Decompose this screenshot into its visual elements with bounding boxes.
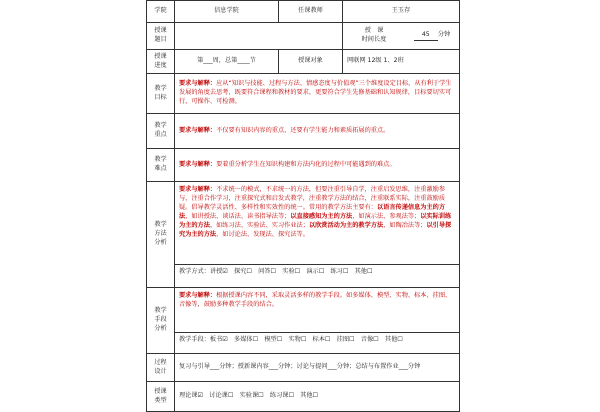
difficulty-heading: 要求与解释： xyxy=(179,160,217,168)
hours-value-wrap xyxy=(405,31,459,41)
row-key xyxy=(147,114,460,149)
goal-heading: 要求与解释： xyxy=(179,80,217,88)
row-means xyxy=(147,288,460,354)
goal-label: 教学 目标 xyxy=(147,74,175,114)
row-goal xyxy=(147,74,460,114)
college-value: 信息学院 xyxy=(175,1,279,23)
method-content[interactable] xyxy=(175,182,460,288)
topic-value[interactable] xyxy=(175,23,343,50)
teacher-label: 任课教师 xyxy=(279,1,343,23)
row-progress xyxy=(147,50,460,74)
key-label: 教学 重点 xyxy=(147,114,175,149)
progress-label: 授课 进度 xyxy=(147,50,175,74)
key-text: 不仅要有知识内容的重点，还要有学生能力和素质拓展的重点。 xyxy=(216,126,390,134)
hours-unit: 分钟 xyxy=(437,31,451,38)
goal-text: 应从“知识与技能、过程与方法、情感态度与价值观”三个维度设定目标，从有利于学生发展的角度去思考，既要符合课程和教材的要求，更要符合学生先修基础和认知规律，目标要切实可行，可操作、可检测。 xyxy=(179,80,452,105)
process-label: 过程 设计 xyxy=(147,354,175,382)
row-difficulty xyxy=(147,149,460,182)
key-heading: 要求与解释： xyxy=(179,126,217,134)
row-type xyxy=(147,382,460,412)
goal-content[interactable] xyxy=(175,74,460,114)
progress-week[interactable]: 第___周，总第____节 xyxy=(175,50,279,74)
method-options[interactable]: 教学方式：讲授☑ 探究☐ 问答☐ 实验☐ 演示☐ 练习☐ 其他☐ xyxy=(175,264,459,280)
type-label: 授课 类型 xyxy=(147,382,175,412)
means-note: 要求与解释：根据授课内容不同，采取灵活多样的教学手段。如多媒体、模型、实物、标本、挂图、音像等，鼓励多种教学手段的结合。 xyxy=(179,292,452,308)
difficulty-content[interactable] xyxy=(175,149,460,182)
lesson-plan-sheet xyxy=(146,0,459,404)
difficulty-text: 要着重分析学生在知识构建和方法内化的过程中可能遇到的难点。 xyxy=(216,160,396,168)
target-value[interactable]: 网联网 12级 1、2班 xyxy=(343,50,460,74)
target-label: 授课对象 xyxy=(279,50,343,74)
difficulty-label: 教学 难点 xyxy=(147,149,175,182)
hours-value[interactable]: 45 xyxy=(414,31,438,41)
row-process xyxy=(147,354,460,382)
college-label: 学院 xyxy=(147,1,175,23)
topic-label: 授课 题目 xyxy=(147,23,175,50)
means-content[interactable] xyxy=(175,288,460,354)
hours-cell xyxy=(343,23,460,50)
hours-label: 授 课 时间长度 xyxy=(361,27,387,43)
key-content[interactable] xyxy=(175,114,460,149)
teacher-value: 王玉存 xyxy=(343,1,460,23)
means-label: 教学 手段 分析 xyxy=(147,288,175,354)
row-topic xyxy=(147,23,460,50)
method-label: 教学 方法 分析 xyxy=(147,182,175,288)
method-note: 要求与解释：不求统一的模式，不求统一的方法，但要注重引导自学，注重启发思维，注重激励参与，注重合作学习，注重探究式和启发式教学，注重教学方法的结合，注重联系实际，注重鼓励质疑。倡导教学灵活性、多样性和实效性的统一。常用的教学方法主要有：以语言传递信息为主的方法，如讲授法、谈话法、读书指导法等；以直接感知为主的方法，如演示法、参观法等；以实际训练为主的方法，如练习法、实验法、实习作业法；以欣赏活动为主的教学方法，如陶冶法等；以引导探究为主的方法，如讨论法、发现法、探究法等。 xyxy=(179,186,452,238)
means-options[interactable]: 教学手段：板书☑ 多媒体☐ 模型☐ 实物☐ 标本☐ 挂图☐ 音像☐ 其他☐ xyxy=(175,332,459,348)
row-method xyxy=(147,182,460,288)
lesson-plan-table xyxy=(146,0,460,412)
process-content[interactable]: 复习与引导___分钟；授新课内容___分钟；讨论与提问___分钟；总结与布置作业___分钟 xyxy=(175,354,460,382)
type-options[interactable]: 理论课☑ 讨论课☐ 实验课☐ 练习课☐ 其他☐ xyxy=(175,382,460,412)
row-college xyxy=(147,1,460,23)
